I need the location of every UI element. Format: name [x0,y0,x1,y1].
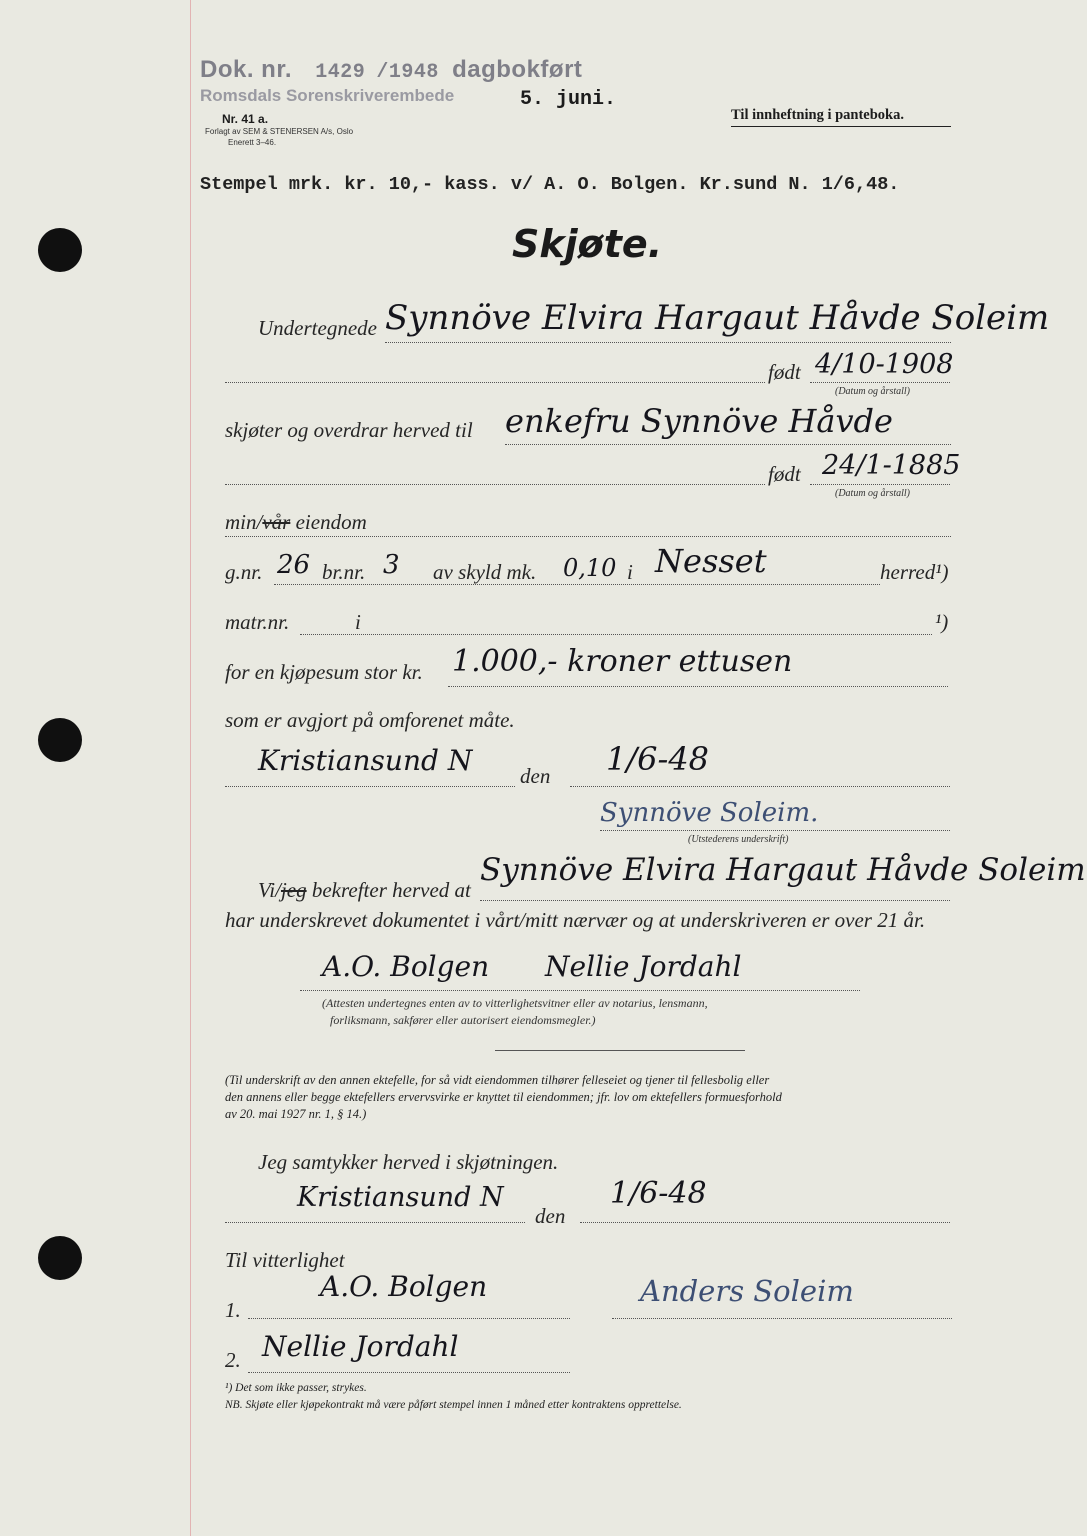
attest-caption-2: forliksmann, sakfører eller autorisert eiendomsmegler.) [330,1013,596,1027]
spouse-note-line-2: den annens eller begge ektefellers ervervsvirke er knyttet til eiendommen; jfr. lov om ektefellers formuesforhold [225,1090,782,1104]
signing-place: Kristiansund N [258,744,473,777]
buyer-name-line [505,444,951,445]
print-info: Enerett 3–46. [228,138,277,147]
consent-text: Jeg samtykker herved i skjøtningen. [258,1150,559,1174]
i-label: i [627,560,633,584]
bnr-label: br.nr. [322,560,366,584]
document-title: Skjøte. [512,222,663,266]
price-value: 1.000,- kroner ettusen [452,644,793,679]
dok-stamp [200,56,582,84]
punch-hole [38,228,82,272]
skyld-value: 0,10 [563,554,617,582]
consent-witness-2: Nellie Jordahl [262,1330,459,1363]
witness-rule [300,990,860,991]
witness-2-rule [248,1372,570,1373]
attach-note: Til innheftning i panteboka. [731,107,904,123]
seller-name: Synnöve Elvira Hargaut Håvde Soleim [385,298,1050,338]
undertegnede-label: Undertegnede [258,316,377,340]
consent-place: Kristiansund N [297,1182,504,1213]
spouse-signature-rule [612,1318,952,1319]
signature-rule [600,830,950,831]
seller-signature: Synnöve Soleim. [600,798,819,828]
spouse-note-line-1: (Til underskrift av den annen ektefelle, for så vidt eiendommen tilhører felleseiet og tjener til fellesbolig eller [225,1073,770,1087]
matr-i: i [355,610,361,634]
eiendom-rule [225,536,951,537]
jeg-word-struck: jeg [280,878,307,902]
blank-line [225,484,765,485]
consent-date: 1/6-48 [610,1176,707,1211]
footnote-nb: NB. Skjøte eller kjøpekontrakt må være påført stempel innen 1 måned etter kontraktens opprettelse. [225,1399,682,1411]
form-number: Nr. 41 a. [222,112,269,126]
seller-birth-line [810,382,950,383]
consent-den-label: den [535,1204,566,1228]
gnr-label: g.nr. [225,560,263,584]
bekrefter-text: bekrefter herved at [311,878,471,902]
punch-hole [38,1236,82,1280]
punch-hole [38,718,82,762]
witness-1-rule [248,1318,570,1319]
price-rule [448,686,948,687]
witness-number-2: 2. [225,1348,241,1372]
dok-number: 1429 [315,61,366,84]
date-caption: (Datum og årstall) [835,386,910,397]
min-word: min/ [225,510,263,534]
herred-label: herred¹) [880,560,949,584]
footnote-1: ¹) Det som ikke passer, strykes. [225,1382,367,1394]
attest-witness-2: Nellie Jordahl [545,950,742,983]
blank-line [225,382,765,383]
buyer-birth-line [810,484,950,485]
place-rule [225,786,515,787]
office-stamp: Romsdals Sorenskriverembede [200,86,455,105]
den-label: den [520,764,551,788]
dok-suffix: dagbokført [452,56,583,83]
attest-line-1 [258,878,471,903]
registration-date: 5. juni. [520,88,617,111]
gnr-value: 26 [277,550,311,580]
buyer-birth-date: 24/1-1885 [822,450,961,481]
margin-rule [190,0,191,1536]
matr-rule [300,634,932,635]
eiendom-line [225,510,367,535]
vi-word: Vi/ [258,878,281,902]
avgjort-text: som er avgjort på omforenet måte. [225,708,515,732]
fodt-label: født [768,462,801,486]
consent-witness-1: A.O. Bolgen [320,1270,488,1303]
attest-caption-1: (Attesten undertegnes enten av to vitterlighetsvitner eller av notarius, lensmann, [322,996,708,1010]
vitterlighet-label: Til vitterlighet [225,1248,345,1272]
eiendom-label: eiendom [295,510,367,534]
herred-value: Nesset [655,542,767,580]
date-rule [570,786,950,787]
skyld-label: av skyld mk. [433,560,537,584]
publisher-line: Forlagt av SEM & STENERSEN A/s, Oslo [205,127,354,136]
spouse-note-line-3: av 20. mai 1927 nr. 1, § 14.) [225,1107,367,1121]
matr-end: ¹) [935,610,949,634]
consent-place-rule [225,1222,525,1223]
buyer-name: enkefru Synnöve Håvde [505,402,893,440]
consent-date-rule [580,1222,950,1223]
date-caption: (Datum og årstall) [835,488,910,499]
fodt-label: født [768,360,801,384]
stamp-duty-line: Stempel mrk. kr. 10,- kass. v/ A. O. Bolgen. Kr.sund N. 1/6,48. [200,174,900,195]
seller-name-line [385,342,951,343]
attest-witness-1: A.O. Bolgen [322,950,490,983]
transfer-label: skjøter og overdrar herved til [225,418,473,442]
gnr-rule [274,584,880,585]
witness-number-1: 1. [225,1298,241,1322]
attest-name-rule [480,900,950,901]
signing-date: 1/6-48 [606,740,710,778]
dok-prefix: Dok. nr. [200,56,293,83]
attach-underline [731,126,951,127]
dok-year: /1948 [376,61,439,84]
var-word-struck: vår [262,510,291,534]
section-divider [495,1050,745,1051]
spouse-signature: Anders Soleim [640,1274,854,1308]
attest-name: Synnöve Elvira Hargaut Håvde Soleim [480,852,1086,888]
attest-line-2: har underskrevet dokumentet i vårt/mitt nærvær og at underskriveren er over 21 år. [225,908,926,932]
bnr-value: 3 [383,550,400,580]
matr-label: matr.nr. [225,610,290,634]
price-label: for en kjøpesum stor kr. [225,660,423,684]
signature-caption: (Utstederens underskrift) [688,834,789,845]
seller-birth-date: 4/10-1908 [815,349,954,380]
